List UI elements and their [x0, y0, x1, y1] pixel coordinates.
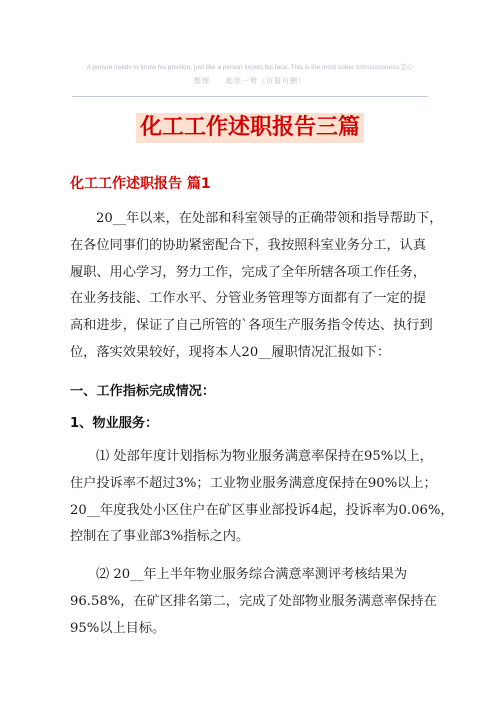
- paragraph-line: 在各位同事们的协助紧密配合下，我按照科室业务分工，认真: [70, 237, 427, 253]
- paragraph-line: 95%以上目标。: [70, 620, 166, 636]
- document-title: 化工工作述职报告三篇: [136, 113, 364, 143]
- intro-paragraph: [70, 206, 443, 367]
- paragraph-line: 履职、用心学习，努力工作，完成了全年所辖各项工作任务，: [70, 264, 427, 280]
- paragraph-line: 高和进步，保证了自己所管的`各项生产服务指令传达、执行到: [70, 318, 433, 334]
- paragraph-line: 位，落实效果较好，现将本人20__履职情况汇报如下：: [70, 344, 391, 360]
- paragraph-line: 控制在了事业部3%指标之内。: [70, 529, 250, 545]
- paragraph-line: ⑵ 20__年上半年物业服务综合满意率测评考核结果为: [96, 567, 408, 582]
- paragraph-line: 住户投诉率不超过3%；工业物业服务满意度保持在90%以上；: [70, 475, 437, 491]
- paragraph-line: 在业务技能、工作水平、分管业务管理等方面都有了一定的提: [70, 291, 427, 307]
- heading-work-indicators: 一、工作指标完成情况：: [70, 384, 216, 399]
- paragraph-line: 20__年以来，在处部和科室领导的正确带领和指导帮助下，: [96, 211, 443, 226]
- paragraph-line: ⑴ 处部年度计划指标为物业服务满意率保持在95%以上，: [96, 449, 433, 464]
- item2-paragraph: [70, 562, 440, 642]
- paragraph-line: 20__年度我处小区住户在矿区事业部投诉4起，投诉率为0.06%，: [70, 502, 454, 518]
- header-divider: [72, 96, 428, 97]
- heading-property-service: 1、物业服务：: [70, 416, 159, 431]
- paragraph-line: 96.58%，在矿区排名第二，完成了处部物业服务满意率保持在: [70, 593, 437, 609]
- header-motto-subline: 整理 助您一臂（页眉可删）: [194, 77, 306, 85]
- item1-paragraph: [70, 444, 454, 551]
- section-title: 化工工作述职报告 篇1: [70, 176, 211, 192]
- header-motto: A person needs to know his position, just like a person knows his face. This is the most sober consciousness.恋心: [86, 64, 414, 71]
- document-title-wrapper: [0, 113, 500, 143]
